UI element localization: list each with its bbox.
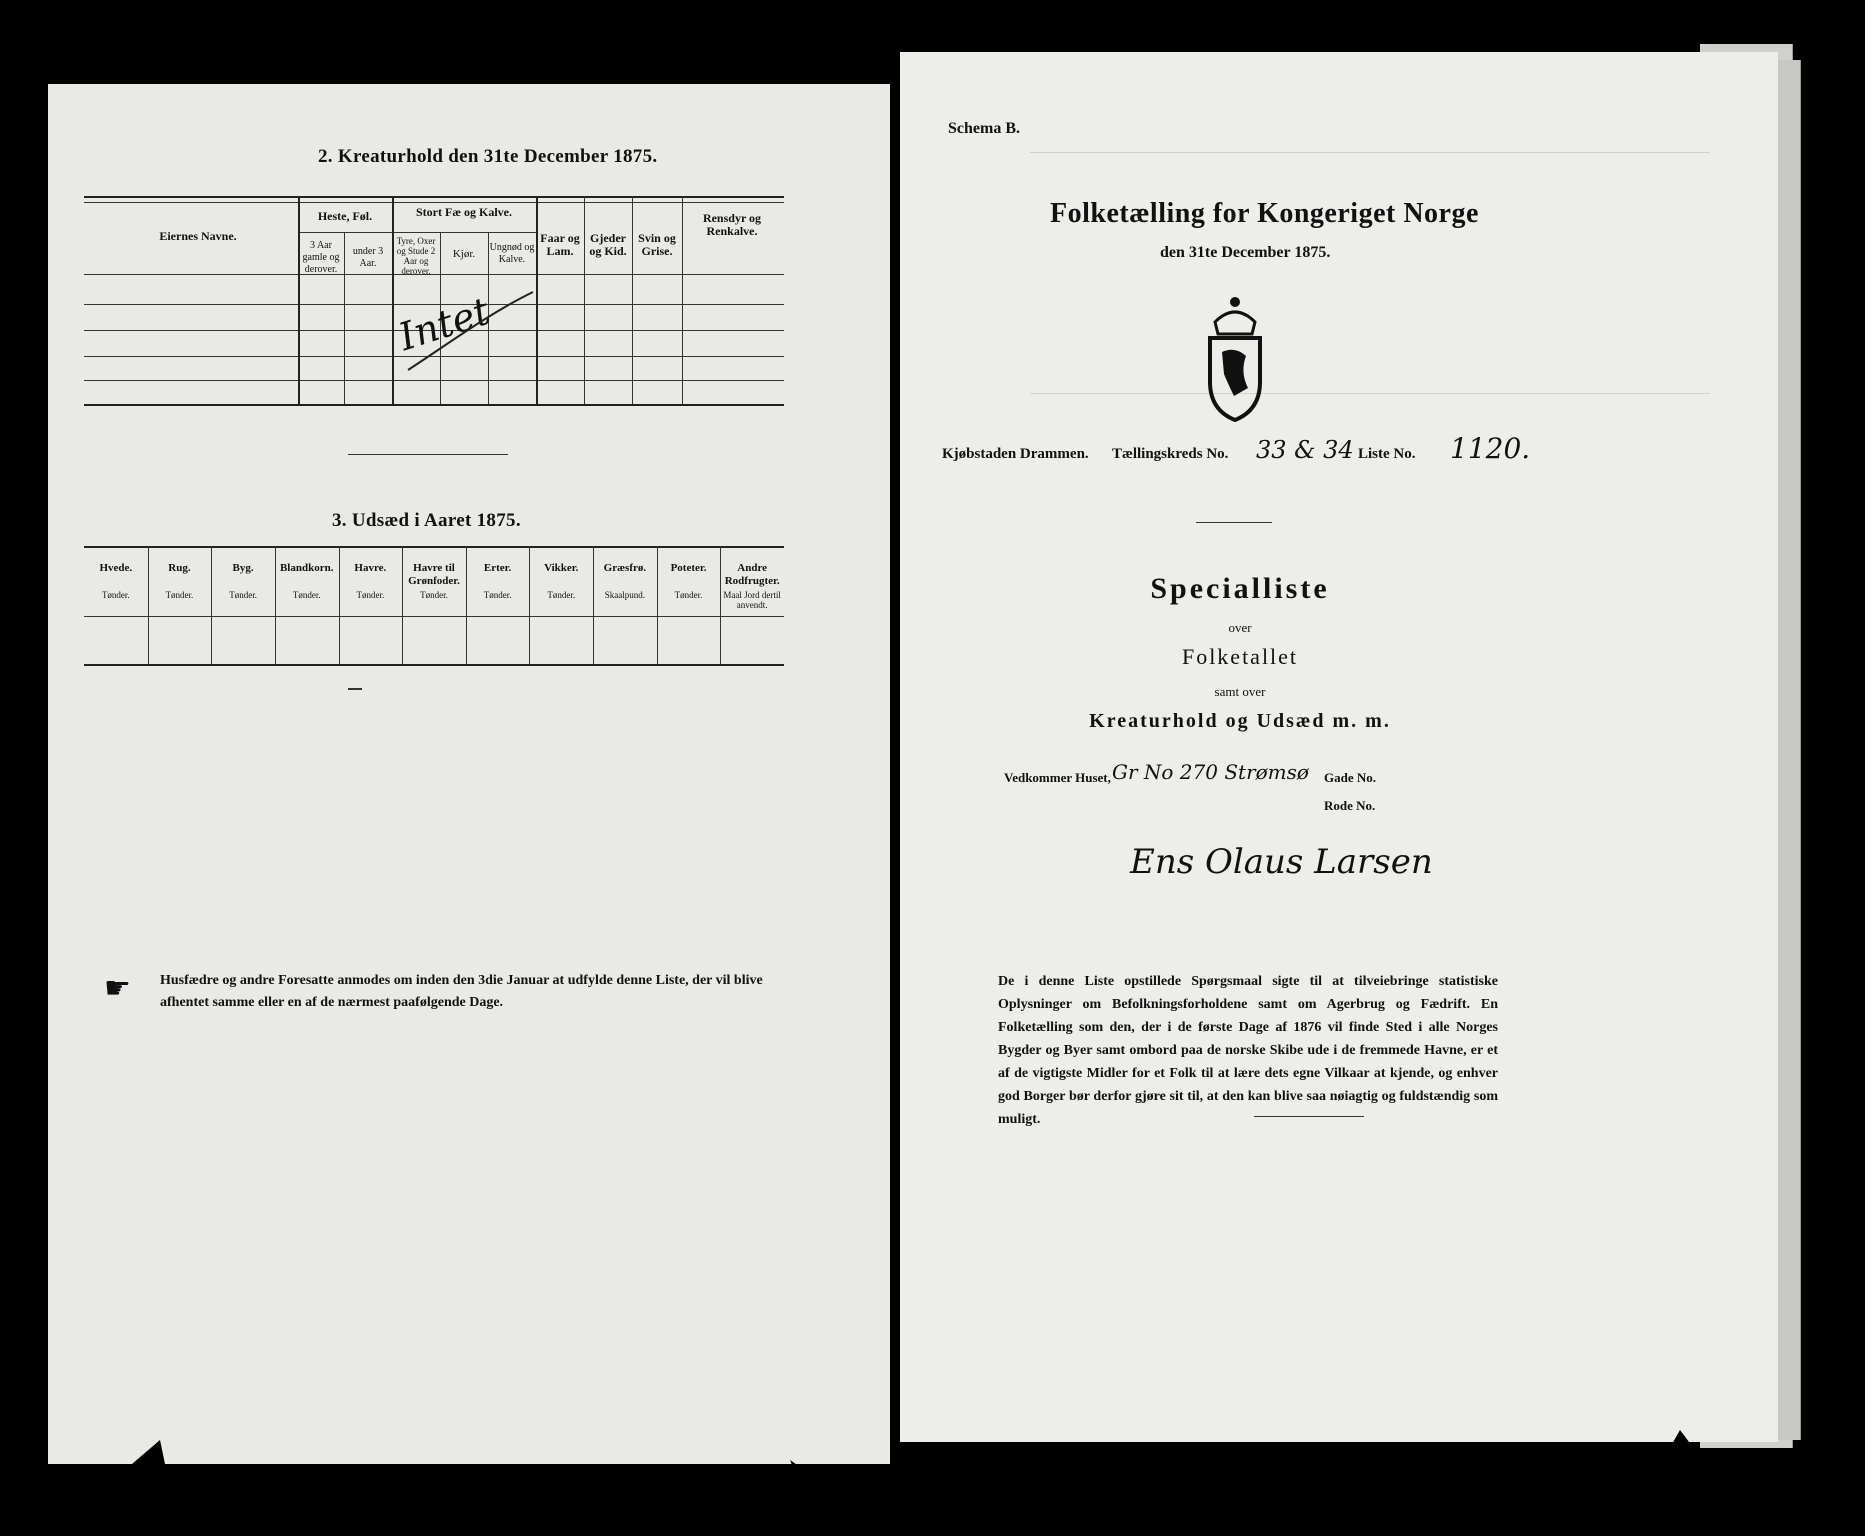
explanation-paragraph: De i denne Liste opstillede Spørgsmaal sigte til at tilveiebringe statistiske Oplysninger om Befolkningsforholdene samt om Agerbrug og Fædrift. En Folketælling som den, der i de første Dage af 1876 vil finde Sted i alle Norges Bygder og Byer samt ombord paa de norske Skibe ude i de fremmede Havne, er et af de vigtigste Midler for et Folk til at lære dets egne Vilkaar at kjende, og enhver god Borger bør derfor gjøre sit til, at den kan blive saa nøiagtig og fuldstændig som muligt.: [998, 974, 1498, 1127]
kreaturhold-text: Kreaturhold og Udsæd m. m.: [1089, 710, 1391, 732]
district-label: Tællingskreds No.: [1112, 446, 1229, 462]
table-rule: [84, 404, 784, 406]
schema-label: Schema B.: [948, 120, 1020, 137]
rode-label: Rode No.: [1324, 798, 1376, 813]
sowing-column-name: Byg.: [232, 562, 254, 574]
separator-line: [348, 454, 508, 455]
column-divider: [632, 196, 633, 404]
folketallet-text: Folketallet: [1181, 644, 1299, 669]
sowing-column-name: Erter.: [483, 562, 512, 574]
sowing-column-unit: Tønder.: [292, 590, 321, 600]
sowing-column-name: Havre.: [354, 562, 387, 574]
signature: Ens Olaus Larsen: [1130, 842, 1433, 882]
table-rule: [298, 232, 392, 233]
table-rule: [84, 616, 784, 617]
over-text: over: [1228, 620, 1252, 635]
header-sheep: Faar og Lam.: [540, 231, 580, 258]
handwritten-entry: Intet: [393, 288, 496, 360]
header-horses-old: 3 Aar gamle og derover.: [302, 240, 340, 275]
column-divider: [584, 196, 585, 404]
header-reindeer: Rensdyr og Renkalve.: [702, 211, 762, 238]
sowing-column-unit: Tønder.: [101, 590, 130, 600]
sowing-column-name: Havre til Grønfoder.: [408, 562, 460, 587]
corner-shadow: [0, 1380, 1865, 1536]
sowing-column-name: Blandkorn.: [279, 562, 334, 574]
header-cattle-bulls: Tyre, Oxer og Stude 2 Aar og derover.: [396, 236, 436, 276]
sowing-column-name: Hvede.: [99, 562, 133, 574]
gade-label: Gade No.: [1324, 770, 1376, 785]
samt-over-text: samt over: [1214, 684, 1266, 699]
sowing-column-unit: Tønder.: [229, 590, 257, 600]
table-rule: [84, 202, 784, 203]
handwriting-stroke: [398, 274, 538, 384]
house-value: Gr No 270 Strømsø: [1112, 760, 1309, 784]
table-rule: [84, 664, 784, 666]
header-cattle-young: Ungnød og Kalve.: [489, 242, 535, 265]
sowing-column-unit: Tønder.: [674, 590, 703, 600]
column-divider: [392, 196, 394, 404]
section2-title: 2. Kreaturhold den 31te December 1875.: [318, 146, 658, 167]
header-horses-young: under 3 Aar.: [352, 246, 384, 269]
separator-line: [1254, 1116, 1364, 1117]
header-horses: Heste, Føl.: [317, 209, 373, 223]
header-owners: Eiernes Navne.: [159, 229, 237, 243]
list-label: Liste No.: [1358, 446, 1416, 462]
specialliste-title: Specialliste: [1150, 572, 1330, 605]
header-goats: Gjeder og Kid.: [589, 231, 627, 258]
left-page: [48, 84, 890, 1464]
header-cattle-cows: Kjør.: [452, 248, 476, 260]
separator-line: [1196, 522, 1272, 523]
sowing-column-unit: Tønder.: [165, 590, 194, 600]
sowing-column-unit: Maal Jord dertil anvendt.: [723, 590, 781, 610]
table-rule: [84, 196, 784, 198]
sowing-column-unit: Skaalpund.: [604, 590, 646, 600]
sowing-column-name: Poteter.: [670, 562, 707, 574]
header-pigs: Svin og Grise.: [638, 231, 676, 258]
right-page: [900, 52, 1778, 1442]
sowing-column-unit: Tønder.: [483, 590, 512, 600]
sowing-column-unit: Tønder.: [420, 590, 448, 600]
pointing-hand-icon: ☛: [104, 972, 131, 1005]
table-rule: [392, 232, 536, 233]
sowing-column-unit: Tønder.: [356, 590, 385, 600]
list-value: 1120.: [1450, 432, 1531, 465]
table-rule: [84, 546, 784, 548]
sowing-column-name: Rug.: [168, 562, 191, 574]
town-label: Kjøbstaden Drammen.: [942, 446, 1089, 462]
sowing-column-name: Græsfrø.: [603, 562, 647, 574]
sowing-column-unit: Tønder.: [547, 590, 576, 600]
coat-of-arms-icon: [1200, 292, 1270, 422]
column-divider: [682, 196, 683, 404]
bleed-through: [1030, 152, 1710, 394]
mark: [348, 688, 362, 690]
header-cattle: Stort Fæ og Kalve.: [416, 205, 512, 219]
house-label: Vedkommer Huset,: [1004, 770, 1111, 785]
instruction-notice: Husfædre og andre Foresatte anmodes om inden den 3die Januar at udfylde denne Liste, der vil blive afhentet samme eller en af de nærmest paafølgende Dage.: [160, 973, 763, 1010]
main-title: Folketælling for Kongeriget Norge: [1050, 198, 1479, 229]
district-value: 33 & 34: [1256, 436, 1354, 464]
main-date: den 31te December 1875.: [1160, 244, 1331, 261]
column-divider: [298, 196, 300, 404]
section3-title: 3. Udsæd i Aaret 1875.: [332, 510, 521, 531]
sowing-column-name: Vikker.: [544, 562, 579, 574]
sowing-column-name: Andre Rodfrugter.: [724, 562, 780, 587]
